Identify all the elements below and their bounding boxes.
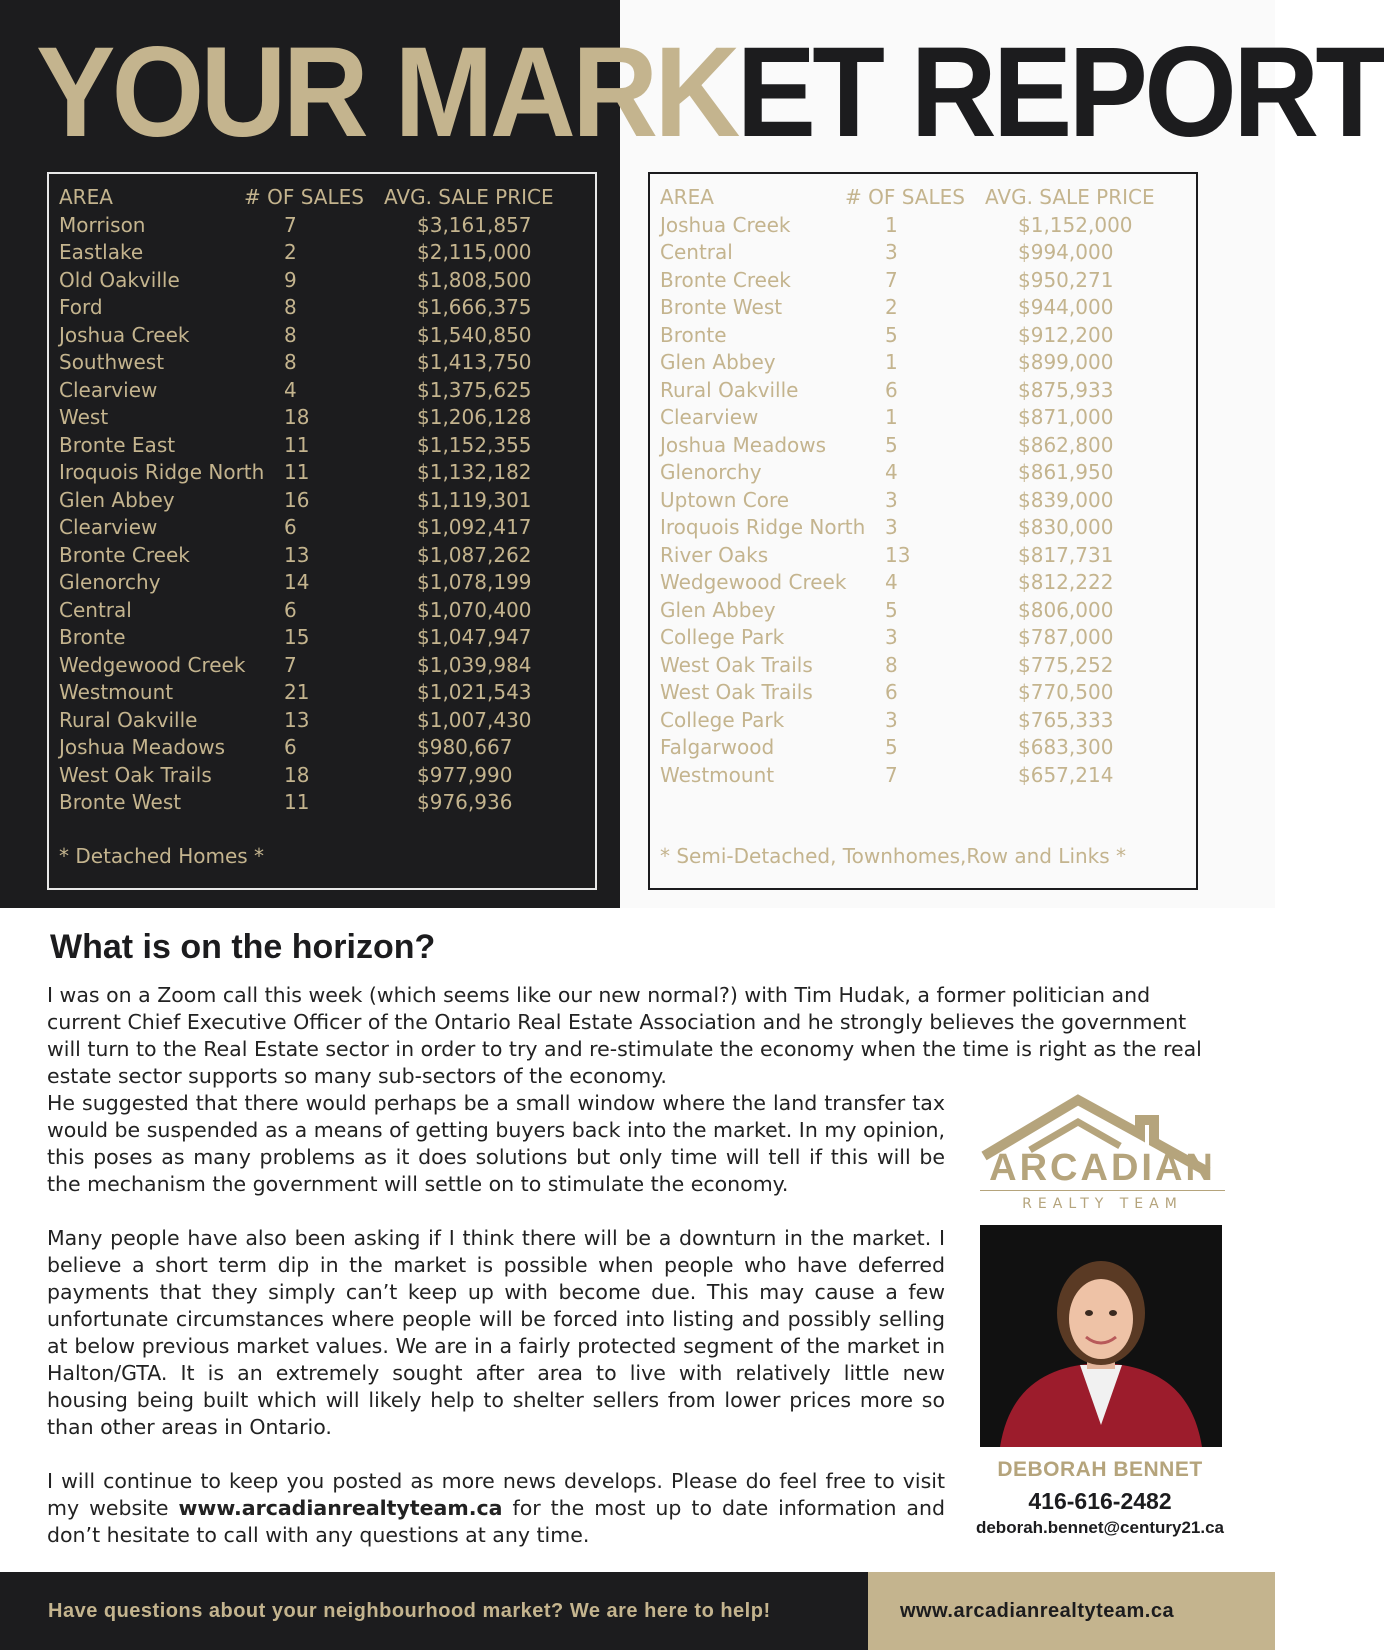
semi-table-body xyxy=(660,184,1190,789)
cell-area: Central xyxy=(59,597,132,622)
cell-price: $1,047,947 xyxy=(417,625,532,649)
cell-area: Glen Abbey xyxy=(59,487,175,512)
table-row xyxy=(660,569,1190,597)
table-row xyxy=(59,322,589,350)
cell-area: Joshua Creek xyxy=(660,212,791,237)
cell-area: Westmount xyxy=(59,680,174,704)
cell-sales: 16 xyxy=(284,487,310,512)
cell-area: Wedgewood Creek xyxy=(59,652,246,677)
semi-table xyxy=(648,172,1198,890)
table-row xyxy=(660,432,1190,460)
cell-price: $1,039,984 xyxy=(417,652,532,677)
cell-sales: 21 xyxy=(284,680,310,704)
table-row xyxy=(59,349,589,377)
cell-area: Bronte xyxy=(59,625,126,649)
cell-sales: 8 xyxy=(284,295,297,319)
header-price: AVG. SALE PRICE xyxy=(384,185,554,209)
article-heading: What is on the horizon? xyxy=(50,928,436,966)
table-row xyxy=(660,762,1190,790)
cell-sales: 2 xyxy=(284,240,297,264)
semi-footnote: * Semi-Detached, Townhomes,Row and Links * xyxy=(660,844,1127,868)
cell-sales: 13 xyxy=(885,542,911,567)
cell-sales: 3 xyxy=(885,240,898,264)
table-row xyxy=(660,267,1190,295)
cell-area: Southwest xyxy=(59,350,165,374)
logo-divider xyxy=(980,1190,1225,1191)
cell-sales: 1 xyxy=(885,212,898,237)
cell-price: $944,000 xyxy=(1018,295,1114,319)
cell-area: Iroquois Ridge North xyxy=(59,460,265,484)
cell-price: $1,087,262 xyxy=(417,542,532,567)
table-row xyxy=(660,597,1190,625)
cell-sales: 5 xyxy=(885,597,898,622)
cell-area: Clearview xyxy=(660,405,759,429)
cell-price: $806,000 xyxy=(1018,597,1114,622)
cell-sales: 6 xyxy=(284,597,297,622)
cell-area: Glenorchy xyxy=(59,570,161,594)
table-row xyxy=(59,514,589,542)
cell-price: $994,000 xyxy=(1018,240,1114,264)
table-row xyxy=(59,212,589,240)
table-row xyxy=(59,597,589,625)
table-row xyxy=(59,404,589,432)
cell-area: Central xyxy=(660,240,733,264)
cell-sales: 5 xyxy=(885,432,898,457)
cell-area: Clearview xyxy=(59,515,158,539)
logo-subtitle: REALTY TEAM xyxy=(1022,1196,1183,1212)
cell-area: College Park xyxy=(660,707,785,732)
cell-price: $1,540,850 xyxy=(417,322,532,347)
cell-price: $1,413,750 xyxy=(417,350,532,374)
article-paragraph-3: Many people have also been asking if I think there will be a downturn in the market. I believe a short term dip in the market is possible when people who have deferred payments that they simply can’t keep up with become due. This may cause a few unfortunate circumstances where people will be forced into listing and possibly selling at below previous market values. We are in a fairly protected segment of the market in Halton/GTA. It is an extremely sought after area to live with relatively little new housing being built which will likely help to shelter sellers from lower prices more so than other areas in Ontario. xyxy=(47,1226,945,1439)
table-header-row xyxy=(660,184,1190,212)
cell-area: Eastlake xyxy=(59,240,144,264)
cell-area: West Oak Trails xyxy=(660,652,813,677)
cell-price: $980,667 xyxy=(417,735,513,759)
cell-price: $2,115,000 xyxy=(417,240,532,264)
table-row xyxy=(660,707,1190,735)
table-row xyxy=(660,349,1190,377)
article-paragraph-2: He suggested that there would perhaps be a small window where the land transfer tax would be suspended as a means of getting buyers back into the market. In my opinion, this poses as many problems as it does solutions but only time will tell if this will be the mechanism the government will settle on to stimulate the economy. xyxy=(47,1091,945,1196)
cell-sales: 4 xyxy=(885,570,898,594)
cell-price: $3,161,857 xyxy=(417,212,532,237)
article-paragraph-1: I was on a Zoom call this week (which seems like our new normal?) with Tim Hudak, a former politician and current Chief Executive Officer of the Ontario Real Estate Association and he strongly believes the government will turn to the Real Estate sector in order to try and re-stimulate the economy when the time is right as the real estate sector supports so many sub-sectors of the economy. xyxy=(47,983,1202,1088)
table-row xyxy=(660,459,1190,487)
cell-sales: 6 xyxy=(284,735,297,759)
cell-price: $1,375,625 xyxy=(417,377,532,402)
cell-sales: 8 xyxy=(284,350,297,374)
table-row xyxy=(660,542,1190,570)
cell-sales: 14 xyxy=(284,570,310,594)
cell-sales: 5 xyxy=(885,322,898,347)
table-row xyxy=(660,514,1190,542)
cell-price: $787,000 xyxy=(1018,625,1114,649)
cell-sales: 4 xyxy=(284,377,297,402)
cell-price: $765,333 xyxy=(1018,707,1114,732)
cell-sales: 8 xyxy=(284,322,297,347)
logo-wordmark: ARCADIAN xyxy=(989,1147,1216,1189)
cell-price: $861,950 xyxy=(1018,460,1114,484)
cell-area: Old Oakville xyxy=(59,267,180,292)
cell-area: Glen Abbey xyxy=(660,597,776,622)
cell-area: Westmount xyxy=(660,762,775,787)
header-sales: # OF SALES xyxy=(244,185,364,209)
cell-area: Falgarwood xyxy=(660,735,775,759)
table-row xyxy=(660,239,1190,267)
cell-price: $1,007,430 xyxy=(417,707,532,732)
agent-phone[interactable]: 416-616-2482 xyxy=(1028,1488,1172,1514)
cell-area: Joshua Meadows xyxy=(59,735,226,759)
table-row xyxy=(59,789,589,817)
cell-sales: 1 xyxy=(885,350,898,374)
table-row xyxy=(660,487,1190,515)
cell-price: $862,800 xyxy=(1018,432,1114,457)
footer-message: Have questions about your neighbourhood market? We are here to help! xyxy=(48,1600,771,1622)
article-paragraph-4 xyxy=(47,1468,945,1549)
table-row xyxy=(660,322,1190,350)
page-title xyxy=(36,21,1384,164)
cell-price: $1,092,417 xyxy=(417,515,532,539)
table-row xyxy=(660,679,1190,707)
table-row xyxy=(59,267,589,295)
cell-area: Clearview xyxy=(59,377,158,402)
table-row xyxy=(59,569,589,597)
table-row xyxy=(59,734,589,762)
cell-price: $899,000 xyxy=(1018,350,1114,374)
cell-sales: 3 xyxy=(885,625,898,649)
cell-price: $950,271 xyxy=(1018,267,1114,292)
cell-price: $839,000 xyxy=(1018,487,1114,512)
cell-area: Bronte West xyxy=(660,295,783,319)
cell-area: Wedgewood Creek xyxy=(660,570,847,594)
cell-sales: 11 xyxy=(284,790,310,814)
p4-text-post: for the most up to date information and don’t hesitate to call with any questions at any time. xyxy=(47,1496,945,1547)
cell-price: $657,214 xyxy=(1018,762,1114,787)
cell-area: Rural Oakville xyxy=(660,377,799,402)
cell-area: Bronte Creek xyxy=(660,267,791,292)
cell-price: $1,070,400 xyxy=(417,597,532,622)
cell-area: Ford xyxy=(59,295,103,319)
table-row xyxy=(59,762,589,790)
cell-sales: 15 xyxy=(284,625,310,649)
header-area: AREA xyxy=(660,185,714,209)
cell-sales: 3 xyxy=(885,707,898,732)
table-row xyxy=(59,624,589,652)
cell-area: Uptown Core xyxy=(660,487,790,512)
cell-price: $812,222 xyxy=(1018,570,1114,594)
cell-price: $1,666,375 xyxy=(417,295,532,319)
cell-area: College Park xyxy=(660,625,785,649)
header-price: AVG. SALE PRICE xyxy=(985,185,1155,209)
cell-area: Joshua Creek xyxy=(59,322,190,347)
p4-text-pre: I will continue to keep you posted as more news develops. Please do feel free to visit my website xyxy=(47,1469,945,1520)
cell-sales: 7 xyxy=(284,212,297,237)
cell-sales: 2 xyxy=(885,295,898,319)
table-row xyxy=(59,707,589,735)
cell-sales: 3 xyxy=(885,515,898,539)
cell-area: Rural Oakville xyxy=(59,707,198,732)
title-part-dark: ET REPORT xyxy=(736,21,1384,164)
website-link[interactable]: www.arcadianrealtyteam.ca xyxy=(178,1496,503,1520)
table-row xyxy=(660,734,1190,762)
cell-sales: 6 xyxy=(885,377,898,402)
cell-sales: 13 xyxy=(284,542,310,567)
detached-footnote: * Detached Homes * xyxy=(59,844,265,868)
cell-sales: 7 xyxy=(885,762,898,787)
footer-website-link[interactable]: www.arcadianrealtyteam.ca xyxy=(900,1600,1175,1622)
cell-area: Iroquois Ridge North xyxy=(660,515,866,539)
cell-sales: 13 xyxy=(284,707,310,732)
table-row xyxy=(59,377,589,405)
agent-photo xyxy=(980,1225,1222,1447)
cell-sales: 18 xyxy=(284,762,310,787)
cell-area: Morrison xyxy=(59,212,146,237)
cell-sales: 18 xyxy=(284,405,310,429)
cell-price: $977,990 xyxy=(417,762,513,787)
cell-sales: 3 xyxy=(885,487,898,512)
cell-sales: 5 xyxy=(885,735,898,759)
cell-area: Bronte West xyxy=(59,790,182,814)
cell-price: $912,200 xyxy=(1018,322,1114,347)
cell-sales: 6 xyxy=(284,515,297,539)
agent-email[interactable]: deborah.bennet@century21.ca xyxy=(975,1518,1225,1537)
cell-price: $817,731 xyxy=(1018,542,1114,567)
cell-price: $976,936 xyxy=(417,790,513,814)
cell-sales: 7 xyxy=(284,652,297,677)
table-row xyxy=(660,652,1190,680)
table-row xyxy=(59,459,589,487)
table-row xyxy=(660,377,1190,405)
cell-area: West xyxy=(59,405,109,429)
cell-price: $875,933 xyxy=(1018,377,1114,402)
table-row xyxy=(59,542,589,570)
table-row xyxy=(660,624,1190,652)
cell-sales: 6 xyxy=(885,680,898,704)
table-row xyxy=(59,432,589,460)
table-row xyxy=(59,679,589,707)
table-row xyxy=(660,404,1190,432)
table-row xyxy=(59,294,589,322)
cell-price: $1,119,301 xyxy=(417,487,532,512)
cell-sales: 8 xyxy=(885,652,898,677)
header-sales: # OF SALES xyxy=(845,185,965,209)
table-row xyxy=(660,212,1190,240)
cell-price: $683,300 xyxy=(1018,735,1114,759)
cell-price: $871,000 xyxy=(1018,405,1114,429)
cell-sales: 9 xyxy=(284,267,297,292)
header-area: AREA xyxy=(59,185,113,209)
cell-price: $770,500 xyxy=(1018,680,1114,704)
title-part-gold: YOUR MARK xyxy=(36,21,737,164)
table-row xyxy=(59,652,589,680)
cell-price: $830,000 xyxy=(1018,515,1114,539)
agent-name: DEBORAH BENNET xyxy=(997,1458,1203,1481)
detached-table-body xyxy=(59,184,589,817)
table-row xyxy=(59,487,589,515)
cell-price: $1,808,500 xyxy=(417,267,532,292)
cell-price: $1,021,543 xyxy=(417,680,532,704)
cell-price: $1,132,182 xyxy=(417,460,532,484)
cell-area: Glenorchy xyxy=(660,460,762,484)
cell-price: $1,206,128 xyxy=(417,405,532,429)
cell-sales: 11 xyxy=(284,432,310,457)
cell-area: Bronte xyxy=(660,322,727,347)
cell-sales: 1 xyxy=(885,405,898,429)
cell-area: Bronte Creek xyxy=(59,542,190,567)
table-row xyxy=(660,294,1190,322)
detached-table xyxy=(47,172,597,890)
cell-sales: 4 xyxy=(885,460,898,484)
cell-price: $1,152,355 xyxy=(417,432,532,457)
cell-area: West Oak Trails xyxy=(59,762,212,787)
cell-sales: 7 xyxy=(885,267,898,292)
cell-price: $775,252 xyxy=(1018,652,1114,677)
cell-area: West Oak Trails xyxy=(660,680,813,704)
cell-area: Bronte East xyxy=(59,432,176,457)
cell-sales: 11 xyxy=(284,460,310,484)
table-header-row xyxy=(59,184,589,212)
cell-area: River Oaks xyxy=(660,542,769,567)
table-row xyxy=(59,239,589,267)
cell-price: $1,152,000 xyxy=(1018,212,1133,237)
cell-area: Glen Abbey xyxy=(660,350,776,374)
cell-price: $1,078,199 xyxy=(417,570,532,594)
cell-area: Joshua Meadows xyxy=(660,432,827,457)
